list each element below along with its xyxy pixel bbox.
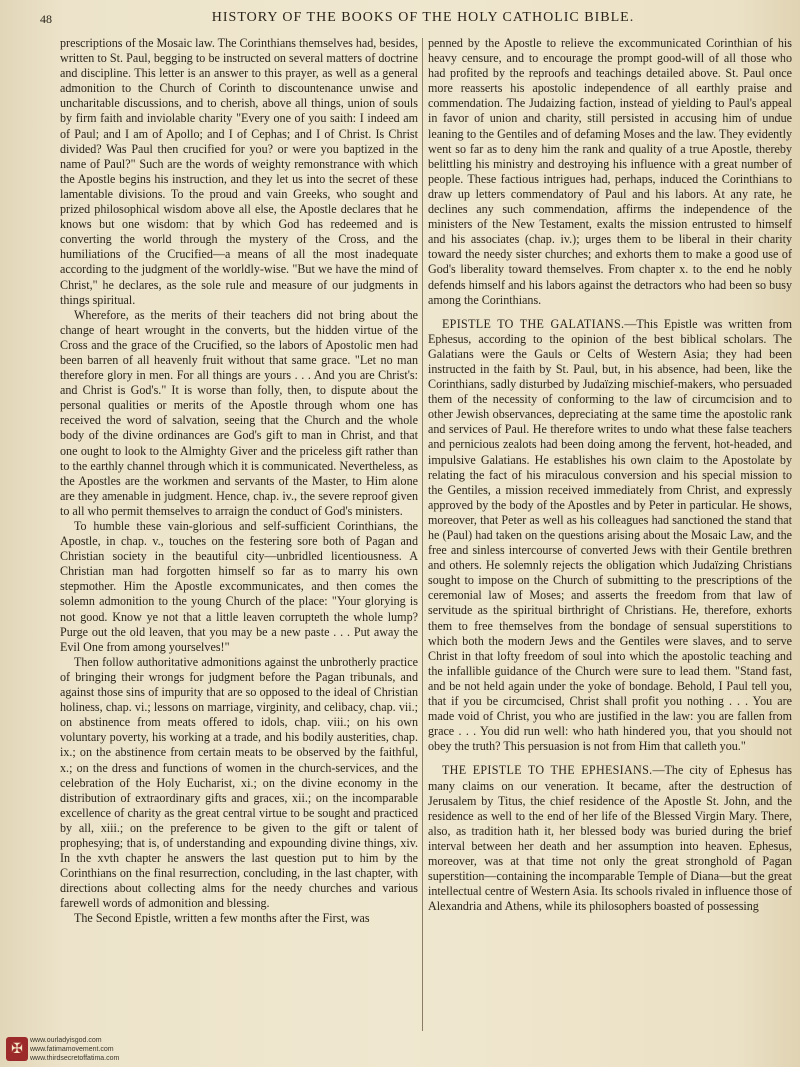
- ephesians-section: [428, 763, 792, 914]
- column-divider: [422, 38, 423, 1031]
- running-title: HISTORY OF THE BOOKS OF THE HOLY CATHOLIC BIBLE.: [211, 10, 635, 25]
- paragraph: The Second Epistle, written a few months after the First, was: [74, 911, 370, 926]
- page-number: 48: [40, 12, 52, 26]
- footer-link[interactable]: www.thirdsecretoffatima.com: [30, 1055, 120, 1062]
- paragraph: Wherefore, as the merits of their teachers did not bring about the change of heart wrought in the converts, but the hidden virtue of the Cross and the grace of the Crucified, so the labors of Apostolic men had been barren of all heavenly fruit without that same grace. "Let no man therefore glory in men. For all things are yours . . . And you are Christ's: and Christ is God's." It is worse than folly, then, to dispute about the personal qualities or merits of the Apostle through whom one has received the word of salvation, seeing that the Church and the whole body of the divine ordinances are God's gift to man in Christ, and that one ought to look to the Almighty Giver and the priceless gift rather than to the earthly channel through which it is communicated. Nevertheless, as the Apostles are the workmen and servants of the Master, to Him alone are they amenable in judgment. Hence, chap. iv., the severe reproof given to all who permit themselves to arraign the conduct of God's ministers.: [60, 307, 418, 518]
- footer: [0, 1035, 170, 1065]
- paragraph: prescriptions of the Mosaic law. The Corinthians themselves had, besides, written to St. Paul, begging to be instructed on several matters of doctrine and discipline. This letter is an answer to this prayer, as well as a general admonition to the Church of Corinth to discountenance unwise and uncharitable discussions, and to cherish, above all things, union of souls by firm faith and inviolable charity "Every one of you saith: I indeed am of Paul; and I am of Apollo; and I of Cephas; and I of Christ. Is Christ divided? Was Paul then crucified for you? or were you baptized in the name of Paul?" Such are the words of weighty remonstrance with which the Apostle begins his instruction, and they let us into the secret of these lamentable divisions. To the proud and vain Greeks, who sought and prized philosophical wisdom above all else, the Apostle declares that he knows but one wisdom: that by which God has redeemed and is converting the world through the mystery of the Cross, and the humiliations of the Crucified—a means of all the most inadequate according to the judgment of the worldly-wise. "But we have the mind of Christ," he declares, as the sole rule and measure of our judgments in things spiritual.: [60, 36, 418, 307]
- footer-link[interactable]: www.ourladyisgod.com: [30, 1037, 102, 1044]
- section-heading: EPISTLE TO THE GALATIANS.: [442, 316, 625, 331]
- paragraph: penned by the Apostle to relieve the excommunicated Corinthian of his heavy censure, and to encourage the prompt good-will of all those who had profited by the reproofs and teachings detailed above. St. Paul once more reasserts his apostolic independence of all earthly praise and commendation. The Judaizing faction, instead of yielding to Paul's appeal in favor of union and charity, still persisted in accusing him of undue leaning to the Gentiles and of defaming Moses and the law. They evidently went so far as to deny him the rank and quality of a true Apostle, thereby belittling his ministry and destroying his influence with a great number of people. These factious intrigues had, perhaps, induced the Corinthians to draw up letters commendatory of Paul and his labors. At any rate, he declines any such commendation, affirms the independence of the ministers of the New Testament, exalts the mission entrusted to himself and his associates (chap. iv.); urges them to be liberal in their charity toward the needy sister churches; and exhorts them to make a good use of God's liberality toward themselves. From chapter x. to the end he nobly defends himself and his labors against the detractors who had been so busy among the Corinthians.: [428, 36, 792, 307]
- left-column: [60, 36, 418, 1067]
- page-header: [40, 8, 776, 34]
- paragraph: Then follow authoritative admonitions against the unbrotherly practice of bringing their wrongs for judgment before the Pagan tribunals, and against those sins of impurity that are so opposed to the ideal of Christian holiness, chap. vi.; lessons on marriage, virginity, and celibacy, chap. vii.; on abstinence from meats offered to idols, chap. viii.; on his own voluntary poverty, his working at a trade, and his bodily austerities, chap. ix.; on the abstinence from certain meats to be observed by the faithful, x.; on the dress and functions of women in the church-services, and the celebration of the Holy Eucharist, xi.; on the divine economy in the distribution of extraordinary gifts and graces, xii.; on the incomparable excellence of charity as the great central virtue to be sought and practiced by all, xiii.; on the preference to be given to the gift or talent of prophesying; that is, of understanding and expounding divine things, xiv. In the xvth chapter he answers the last question put to him by the Corinthians on the final resurrection, concluding, in the last chapter, with directions about collecting alms for the needy churches and various farewell words of admonition and blessing.: [60, 654, 418, 911]
- right-column: [428, 36, 792, 1067]
- section-text: —The city of Ephesus has many claims on our veneration. It became, after the destruction of Jerusalem by Titus, the chief residence of the Apostle St. John, and the residence as well to the end of her life of the Blessed Virgin Mary. There, also, as tradition hath it, her blessed body was buried during the brief interval between her death and her assumption into heaven. Ephesus, moreover, was at that time not only the great stronghold of Pagan superstition—containing the incomparable Temple of Diana—but the great intellectual centre of Western Asia. Its schools rivaled in influence those of Alexandria and Athens, while its philosophers boasted of possessing: [428, 763, 792, 914]
- galatians-section: [428, 317, 792, 755]
- section-heading: THE EPISTLE TO THE EPHESIANS.: [442, 763, 653, 778]
- paragraph: To humble these vain-glorious and self-sufficient Corinthians, the Apostle, in chap. v., touches on the festering sore both of Pagan and Christian society in the beautiful city—unbridled licentiousness. A Christian man had forgotten himself so far as to marry his own stepmother. Him the Apostle excommunicates, and then comes the solemn admonition to the young Church of the place: "Your glorying is not good. Know ye not that a little leaven corrupteth the whole lump? Purge out the old leaven, that you may be a new paste . . . Put away the Evil One from among yourselves!": [60, 519, 418, 654]
- footer-links: [30, 1036, 119, 1063]
- seal-icon: ✠: [6, 1037, 28, 1061]
- footer-link[interactable]: www.fatimamovement.com: [30, 1046, 114, 1053]
- section-text: —This Epistle was written from Ephesus, according to the opinion of the best biblical scholars. The Galatians were the Gauls or Celts of Western Asia; they had been instructed in the faith by St. Paul, but, in his absence, had been, like the Corinthians, sadly disturbed by Judaïzing mischief-makers, who persuaded them of the necessity of conforming to the law of circumcision and to other Jewish observances, depreciating at the same time the apostolic rank and services of Paul. He therefore writes to undo what these false teachers and pernicious zealots had been doing among the fervent, hot-headed, and impulsive Galatians. He establishes his own claim to the Apostolate by relating the fact of his miraculous conversion and his special mission to the Gentiles, a mission received immediately from Christ, and expressly approved by the body of the Apostles and by Peter in particular. He shows, moreover, that Peter as well as his colleagues had sanctioned the stand that he (Paul) had taken on the questions arising about the Mosaic Law, and the free and sinless intercourse of converted Jews with their Gentile brethren and others. He solemnly rejects the obligation which Judaïzing Christians sought to impose on the Church of submitting to the prescriptions of the ceremonial law of Moses; and asserts the freedom from that law of servitude as the spiritual birthright of Christians. He, therefore, exhorts them to free themselves from the bondage of sensual superstitions to which both the modern Jews and the Gentiles were slaves, and to serve Christ in that lofty freedom of soul into which the apostolic teaching and the infallible guidance of the Church were sure to lead them. "Stand fast, and be not held again under the yoke of bondage. Behold, I Paul tell you, that if you be circumcised, Christ shall profit you nothing . . . You are made void of Christ, you who are justified in the law: you are fallen from grace . . . You did run well: who hath hindered you, that you should not obey the truth? This persuasion is not from Him that calleth you.": [428, 316, 792, 754]
